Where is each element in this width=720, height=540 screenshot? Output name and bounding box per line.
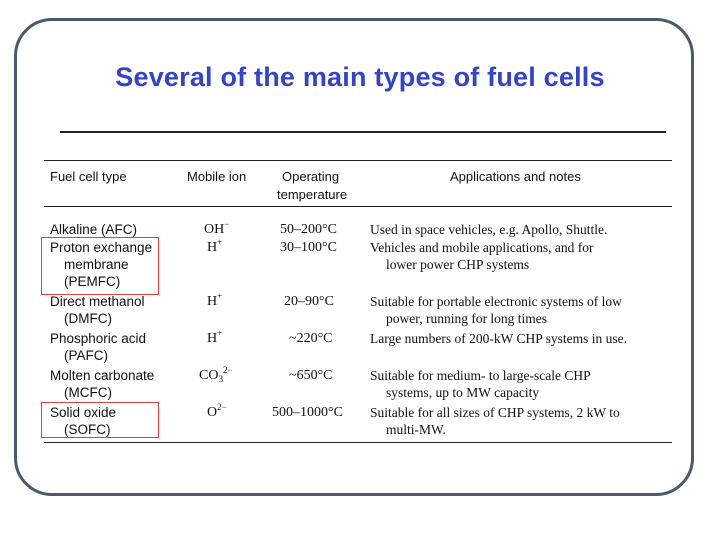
table-header-rule: [44, 206, 672, 207]
ion-charge: +: [217, 237, 223, 247]
type-line: membrane: [64, 257, 129, 272]
note-line: Vehicles and mobile applications, and for: [370, 240, 594, 255]
row-mcfc-type: [50, 367, 154, 401]
ion-base: OH: [204, 222, 225, 237]
ion-base: CO: [199, 368, 219, 383]
header-mobile-ion: Mobile ion: [187, 169, 247, 184]
row-afc-ion: [204, 221, 229, 238]
type-line: Alkaline (AFC): [50, 222, 138, 237]
ion-charge: 2−: [217, 402, 227, 412]
fuel-cell-table: [44, 148, 678, 444]
note-line: Suitable for medium- to large-scale CHP: [370, 368, 591, 383]
table-top-rule: [44, 160, 672, 161]
note-line: multi-MW.: [386, 422, 446, 437]
note-line: power, running for long times: [386, 311, 548, 326]
note-line: Used in space vehicles, e.g. Apollo, Shuttle.: [370, 222, 608, 237]
header-fuel-cell-type: Fuel cell type: [50, 169, 127, 184]
type-line: Proton exchange: [50, 240, 153, 255]
row-pemfc-notes: [370, 239, 593, 273]
row-afc-type: [50, 221, 137, 238]
row-mcfc-notes: [370, 367, 591, 401]
highlight-box-pemfc: [41, 237, 159, 295]
row-sofc-notes: [370, 404, 620, 438]
type-line: (PAFC): [64, 348, 108, 363]
type-line: (MCFC): [64, 385, 112, 400]
highlight-box-sofc: [41, 402, 159, 438]
type-line: (PEMFC): [64, 274, 121, 289]
row-dmfc-temp: 20–90°C: [284, 294, 334, 309]
row-pafc-ion: [207, 330, 222, 347]
row-pafc-type: [50, 330, 146, 364]
row-afc-notes: [370, 221, 607, 238]
header-applications: Applications and notes: [450, 169, 581, 184]
row-mcfc-temp: ~650°C: [289, 368, 333, 383]
row-afc-temp: 50–200°C: [280, 222, 337, 237]
ion-base: H: [207, 294, 218, 309]
ion-base: O: [207, 405, 218, 420]
slide-title: Several of the main types of fuel cells: [115, 62, 605, 92]
ion-base: H: [207, 240, 218, 255]
type-line: (SOFC): [64, 422, 111, 437]
ion-charge: +: [217, 328, 223, 338]
header-operating: Operating: [282, 169, 340, 184]
row-pafc-temp: ~220°C: [289, 331, 333, 346]
row-sofc-ion: [207, 404, 227, 421]
ion-charge: 2−: [222, 365, 233, 375]
ion-subscript: 3: [218, 374, 223, 384]
row-pemfc-temp: 30–100°C: [280, 240, 337, 255]
note-line: systems, up to MW capacity: [386, 385, 540, 400]
table-bottom-rule: [44, 442, 672, 443]
ion-charge: −: [224, 219, 230, 229]
row-dmfc-type: [50, 293, 145, 327]
title-underline: [60, 131, 666, 133]
type-line: Phosphoric acid: [50, 331, 147, 346]
type-line: (DMFC): [64, 311, 112, 326]
type-line: Direct methanol: [50, 294, 145, 309]
row-pemfc-ion: [207, 239, 222, 256]
note-line: Large numbers of 200-kW CHP systems in use.: [370, 331, 627, 346]
note-line: Suitable for all sizes of CHP systems, 2 kW to: [370, 405, 620, 420]
ion-base: H: [207, 331, 218, 346]
note-line: lower power CHP systems: [386, 257, 530, 272]
type-line: Molten carbonate: [50, 368, 155, 383]
row-pafc-notes: [370, 330, 627, 347]
ion-charge: +: [217, 291, 223, 301]
note-line: Suitable for portable electronic systems of low: [370, 294, 622, 309]
type-line: Solid oxide: [50, 405, 117, 420]
row-dmfc-ion: [207, 293, 222, 310]
header-temperature: temperature: [277, 187, 348, 202]
row-dmfc-notes: [370, 293, 622, 327]
row-mcfc-ion: [199, 367, 233, 384]
row-sofc-temp: 500–1000°C: [272, 405, 343, 420]
